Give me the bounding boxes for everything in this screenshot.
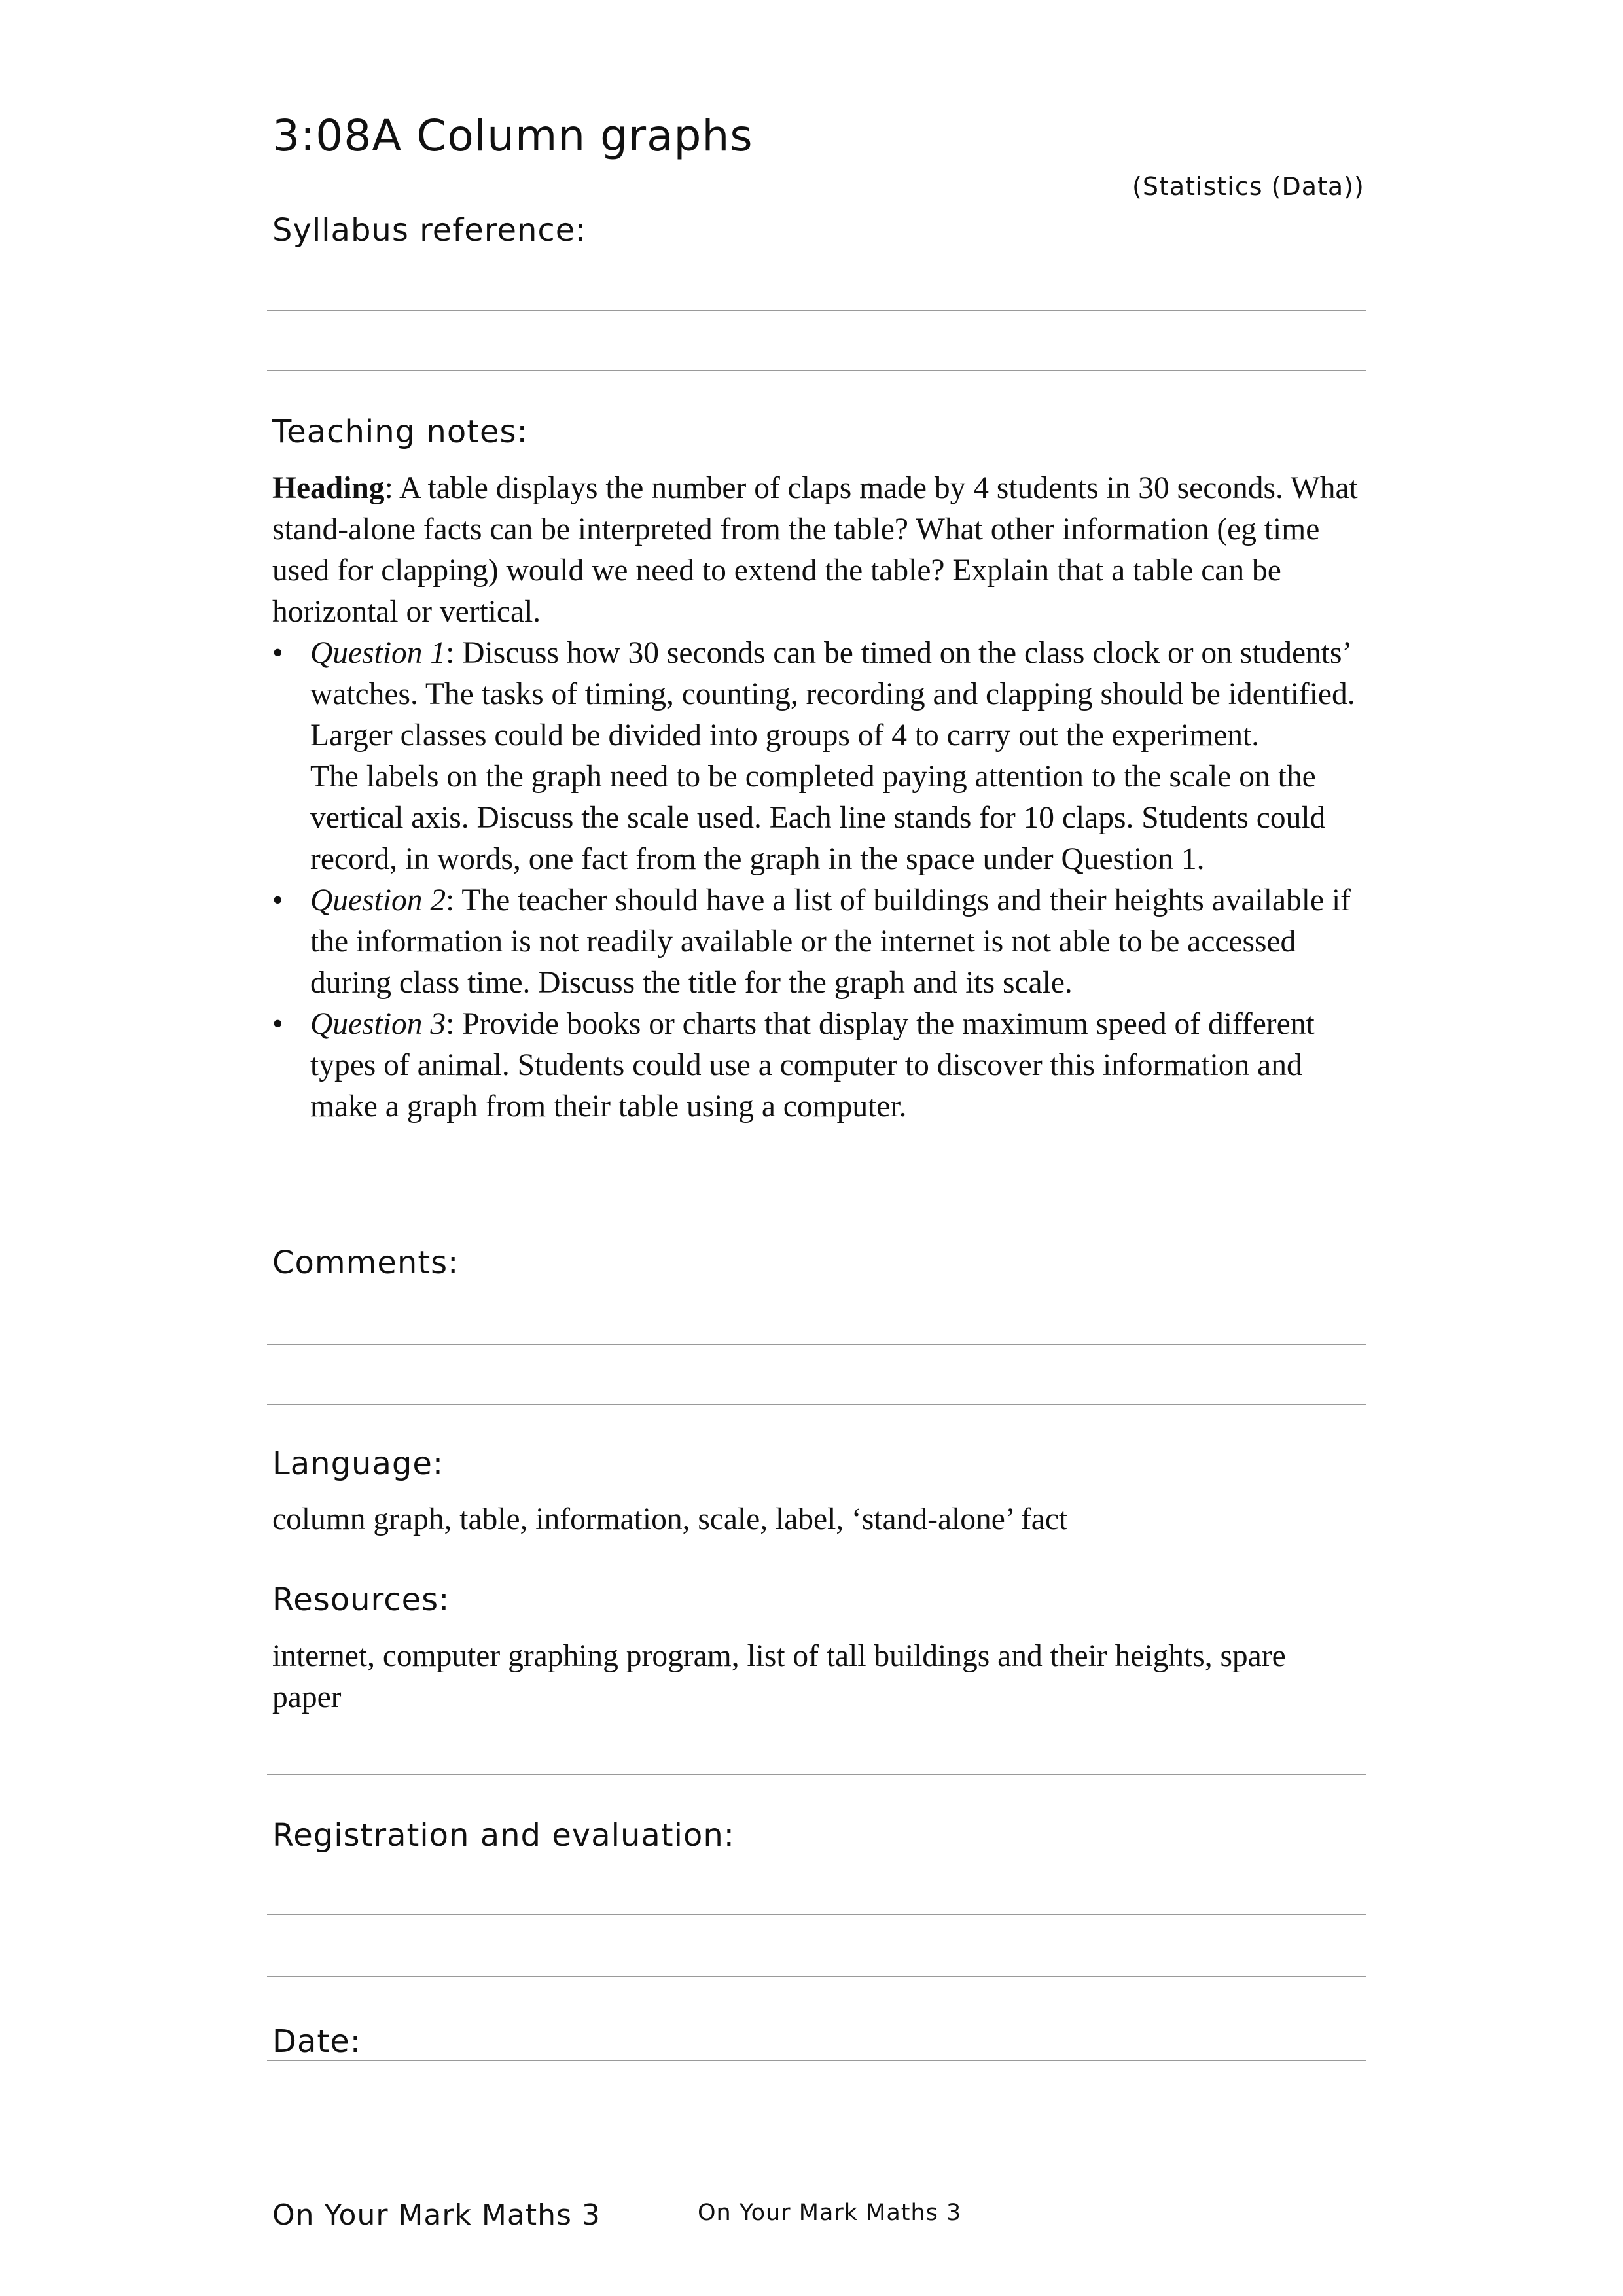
question-3-text: : Provide books or charts that display the maximum speed of different types of animal. Students could use a computer to discover this information and make a graph from their table using a computer. (310, 1007, 1315, 1123)
comments-rule-2 (267, 1404, 1366, 1405)
question-3-label: Question 3 (310, 1007, 446, 1041)
question-1-text: : Discuss how 30 seconds can be timed on the class clock or on students’ watches. The tasks of timing, counting, recording and clapping should be identified. Larger classes could be divided into groups of 4 to carry out the experiment. (310, 636, 1355, 752)
date-heading: Date: (272, 2023, 361, 2060)
footer-book-title: On Your Mark Maths 3 (272, 2199, 601, 2232)
question-notes-list (272, 633, 1359, 1127)
resources-heading: Resources: (272, 1581, 450, 1618)
resources-rule (267, 1774, 1366, 1775)
syllabus-heading: Syllabus reference: (272, 212, 587, 249)
question-1-extra: The labels on the graph need to be completed paying attention to the scale on the vertical axis. Discuss the scale used. Each line stands for 10 claps. Students could record, in words, one fact from the graph in the space under Question 1. (310, 760, 1326, 876)
bullet-1: • (272, 636, 283, 670)
language-text: column graph, table, information, scale, label, ‘stand-alone’ fact (272, 1502, 1068, 1536)
registration-rule-2 (267, 1976, 1366, 1977)
question-1-label: Question 1 (310, 636, 446, 670)
teaching-notes-body (272, 468, 1359, 1127)
page-title: 3:08A Column graphs (272, 111, 753, 161)
question-2-text: : The teacher should have a list of buildings and their heights available if the information is not readily available or the internet is not able to be accessed during class time. Discuss the title for the graph and its scale. (310, 883, 1351, 1000)
teaching-notes-heading: Teaching notes: (272, 414, 528, 450)
footer-center-title: On Your Mark Maths 3 (698, 2200, 962, 2226)
resources-text: internet, computer graphing program, list of tall buildings and their heights, spare paper (272, 1639, 1286, 1714)
question-2-note (272, 880, 1359, 1004)
teaching-notes-intro (272, 468, 1359, 633)
bullet-3: • (272, 1007, 283, 1041)
comments-heading: Comments: (272, 1245, 459, 1281)
comments-rule-1 (267, 1344, 1366, 1345)
bullet-2: • (272, 883, 283, 917)
syllabus-rule-1 (267, 310, 1366, 311)
date-rule (267, 2060, 1366, 2061)
question-1-note (272, 633, 1359, 880)
intro-bold-label: Heading (272, 471, 385, 505)
strand-label: (Statistics (Data)) (1132, 172, 1364, 201)
question-2-label: Question 2 (310, 883, 446, 917)
question-3-note (272, 1004, 1359, 1127)
language-heading: Language: (272, 1445, 444, 1482)
registration-heading: Registration and evaluation: (272, 1817, 735, 1854)
syllabus-rule-2 (267, 370, 1366, 371)
registration-rule-1 (267, 1914, 1366, 1915)
intro-text: : A table displays the number of claps made by 4 students in 30 seconds. What stand-alone facts can be interpreted from the table? What other information (eg time used for clapping) would we need to extend the table? Explain that a table can be horizontal or vertical. (272, 471, 1358, 629)
